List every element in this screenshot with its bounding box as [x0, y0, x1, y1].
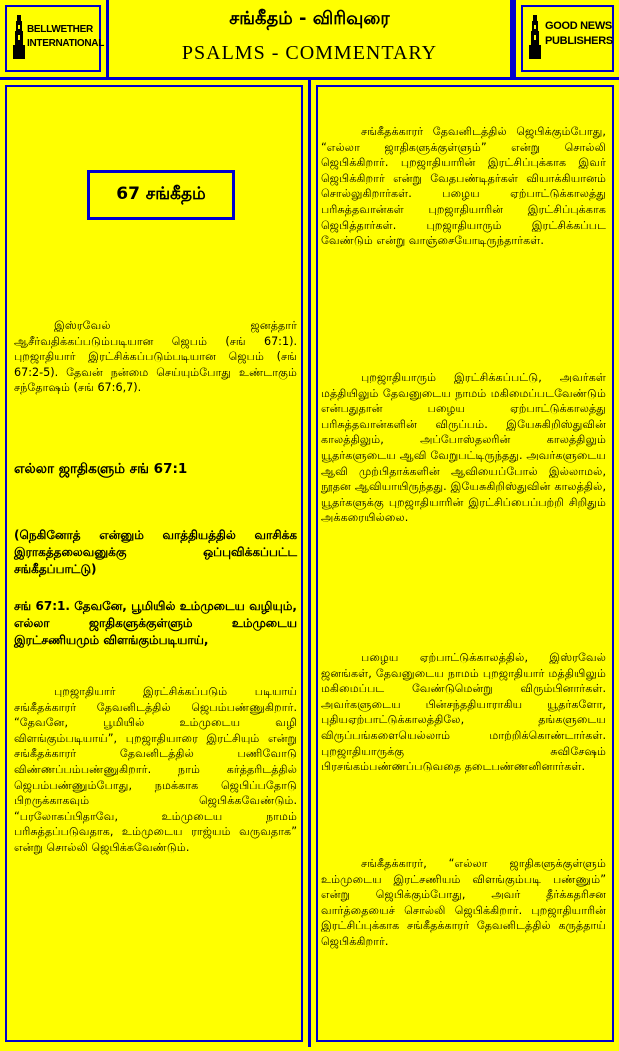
chapter-title: 67 சங்கீதம்: [116, 184, 206, 204]
right-paragraph-2: புறஜாதியாரும் இரட்சிக்கப்பட்டு, அவர்கள் மத்தியிலும் தேவனுடைய நாமம் மகிமைப்படவேண்டும் என்பதுதான் பழைய ஏற்பாட்டுக்காலத்து பரிசுத்தவான்களின் விருப்பம். இயேசுகிறிஸ்துவின் காலத்திலும், அப்போஸ்தலரின் காலத்திலும் யூதர்களுடைய ஆவி வேறுபட்டிருந்தது. அவர்களுடைய ஆவி முற்பிதாக்களின் ஆவியைப்போல் இல்லாமல், நூதன ஆவியாயிருந்தது. இயேசுகிறிஸ்துவின் காலத்தில், யூதர்களுக்கு புறஜாதியாரின் இரட்சிப்பைப்பற்றி சிறிதும் அக்கரையில்லை.: [321, 371, 606, 525]
right-paragraph-3: பழைய ஏற்பாட்டுக்காலத்தில், இஸ்ரவேல் ஜனங்கள், தேவனுடைய நாமம் புறஜாதியார் மத்தியிலும் மகிமைப்பட வேண்டுமென்று விரும்பினார்கள். அவர்களுடைய பின்சந்ததியாராகிய யூதர்களோ, புதியஏற்பாட்டுக்காலத்திலே, தங்களுடைய விருப்பங்களையெல்லாம் மாற்றிக்கொண்டார்கள். புறஜாதியாருக்கு சுவிசேஷம் பிரசங்கம்பண்ணப்படுவதை தடைபண்ணனினார்கள்.: [321, 651, 606, 774]
right-paragraph-1: சங்கீதக்காரர் தேவனிடத்தில் ஜெபிக்கும்போது, “எல்லா ஜாதிகளுக்குள்ளும்” என்று சொல்லி ஜெபிக்கிறார். புறஜாதியாரின் இரட்சிப்புக்காக இவர் ஜெபிக்கிறார் என்று வேதபண்டிதர்கள் வியாக்கியானம் சொல்லுகிறார்கள். பழைய ஏற்பாட்டுக்காலத்து பரிசுத்தவான்கள் புறஜாதியாரின் இரட்சிப்புக்காக ஜெபித்தார்கள். புறஜாதியாரும் இரட்சிக்கப்பட வேண்டும் என்று வாஞ்சையோடிருந்தார்கள்.: [321, 125, 606, 248]
bellwether-logo-box: [0, 0, 109, 77]
bellwether-logo: [5, 5, 105, 72]
page-header: [0, 0, 619, 80]
left-column: [0, 80, 311, 1047]
page-title-english: PSALMS - COMMENTARY: [181, 42, 438, 64]
right-paragraph-4: சங்கீதக்காரர், “எல்லா ஜாதிகளுக்குள்ளும் உம்முடைய இரட்சணியம் விளங்கும்படி பண்ணும்” என்று ஜெபிக்கும்போது, அவர் தீர்க்கதரிசன வார்த்தையைச் சொல்லி ஜெபிக்கிறார். புறஜாதியாரின் இரட்சிப்புக்காக சங்கீதக்காரர் தேவனிடத்தில் கருத்தாய் ஜெபிக்கிறார்.: [321, 857, 606, 948]
page-title-tamil: சங்கீதம் - விரிவுரை: [229, 8, 390, 29]
section-heading: எல்லா ஜாதிகளும் சங் 67:1: [14, 461, 188, 477]
good-news-logo: [521, 5, 614, 72]
verse-text: சங் 67:1. தேவனே, பூமியில் உம்முடைய வழியும், எல்லா ஜாதிகளுக்குள்ளும் உம்முடைய இரட்சணியமும் விளங்கும்படியாய்,: [14, 599, 297, 647]
title-box: [109, 0, 513, 77]
right-column: [311, 80, 619, 1047]
commentary-paragraph: புறஜாதியார் இரட்சிக்கப்படும் படியாய் சங்கீதக்காரர் தேவனிடத்தில் ஜெபம்பண்ணுகிறார். “தேவனே, பூமியில் உம்முடைய வழி விளங்கும்படியாய்”, புறஜாதியாரை இரட்சியும் என்று சங்கீதக்காரர் தேவனிடத்தில் பணிவோடு விண்ணப்பம்பண்ணுகிறார். நாம் கர்த்தரிடத்தில் ஜெபம்பண்ணும்போது, நமக்காக ஜெபிப்பதோடு பிறருக்காகவும் ஜெபிக்கவேண்டும். “பரலோகப்பிதாவே, உம்முடைய நாமம் பரிசுத்தப்படுவதாக, உம்முடைய ராஜ்யம் வருவதாக” என்று சொல்லி ஜெபிக்கவேண்டும்.: [14, 685, 297, 854]
tower-icon: [13, 15, 25, 59]
intro-paragraph: இஸ்ரவேல் ஜனத்தார் ஆசீர்வதிக்கப்படும்படியான ஜெபம் (சங் 67:1). புறஜாதியார் இரட்சிக்கப்படும்படியான ஜெபம் (சங் 67:2-5). தேவன் நன்மை செய்யும்போது உண்டாகும் சந்தோஷம் (சங் 67:6,7).: [14, 319, 297, 395]
lamp-icon: [529, 15, 541, 59]
good-news-logo-text: GOOD NEWS PUBLISHERS: [545, 20, 613, 47]
chapter-title-box: [87, 170, 235, 220]
good-news-logo-box: [513, 0, 619, 77]
psalm-subtitle: (நெகினோத் என்னும் வாத்தியத்தில் வாசிக்க இராகத்தலைவனுக்கு ஒப்புவிக்கப்பட்ட சங்கீதப்பாட்டு): [14, 528, 297, 576]
bellwether-logo-text: BELLWETHER INTERNATIONAL: [27, 24, 105, 49]
